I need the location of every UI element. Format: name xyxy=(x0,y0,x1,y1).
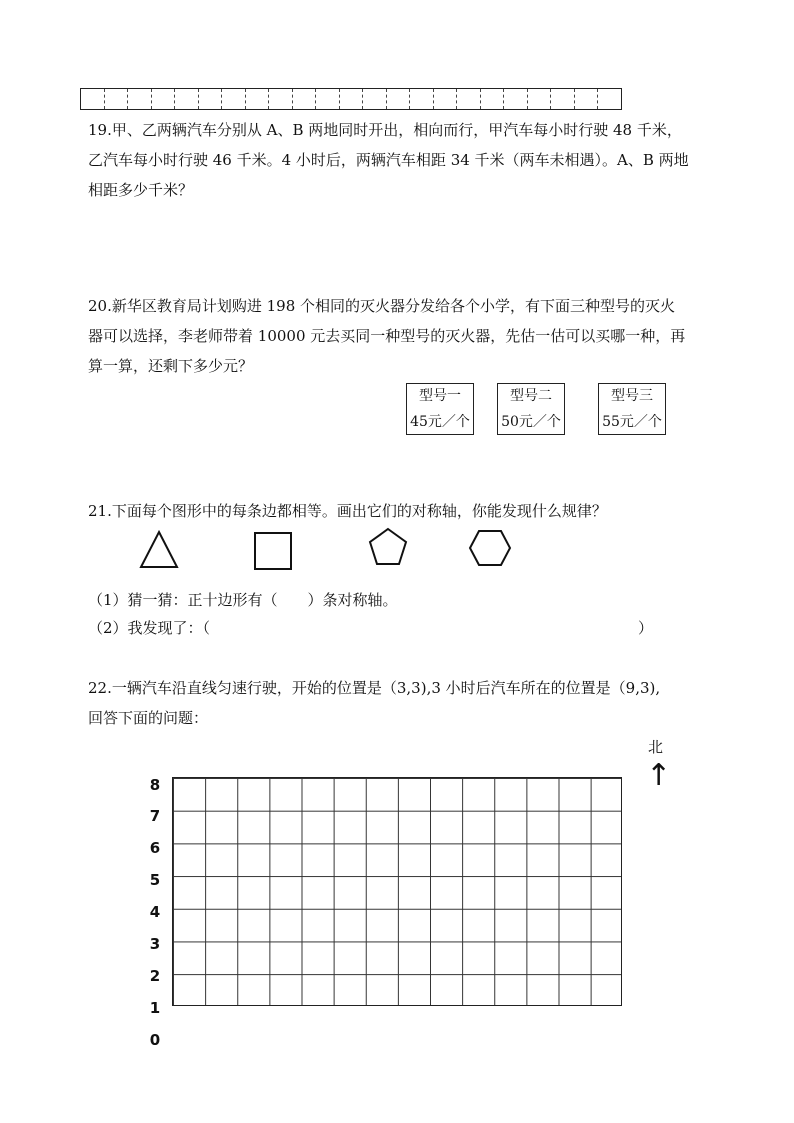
q21-sub-2-open: （2）我发现了：（ xyxy=(88,619,211,637)
hexagon-shape xyxy=(468,528,512,568)
strip-cell xyxy=(551,89,575,109)
y-axis-label: 7 xyxy=(149,807,161,825)
strip-cell xyxy=(199,89,223,109)
q21-sub-1: （1）猜一猜：正十边形有（ ）条对称轴。 xyxy=(88,591,398,609)
model-box-1 xyxy=(406,383,474,435)
strip-cell xyxy=(340,89,364,109)
y-axis-label: 6 xyxy=(149,839,161,857)
strip-cell xyxy=(363,89,387,109)
model-price: 50元／个 xyxy=(501,414,561,430)
q19-line-3: 相距多少千米？ xyxy=(88,181,194,199)
y-axis-label: 8 xyxy=(149,776,161,794)
q22-line-1: 22.一辆汽车沿直线匀速行驶，开始的位置是（3,3),3 小时后汽车所在的位置是（9,3), xyxy=(88,679,661,697)
y-axis-label: 2 xyxy=(149,967,161,985)
strip-cell xyxy=(434,89,458,109)
pentagon-shape xyxy=(366,526,410,570)
strip-cell xyxy=(316,89,340,109)
coordinate-grid xyxy=(172,777,622,1006)
q19-line-1: 19.甲、乙两辆汽车分别从 A、B 两地同时开出，相向而行，甲汽车每小时行驶 48 千米， xyxy=(88,121,682,139)
strip-cell xyxy=(293,89,317,109)
strip-cell xyxy=(481,89,505,109)
strip-cell xyxy=(105,89,129,109)
y-axis-label: 5 xyxy=(149,871,161,889)
strip-cell xyxy=(81,89,105,109)
strip-cell xyxy=(152,89,176,109)
q22-line-2: 回答下面的问题： xyxy=(88,709,209,727)
model-name: 型号一 xyxy=(419,388,461,404)
strip-cell xyxy=(246,89,270,109)
model-price: 55元／个 xyxy=(602,414,662,430)
q20-line-1: 20.新华区教育局计划购进 198 个相同的灭火器分发给各个小学，有下面三种型号的灭火 xyxy=(88,297,676,315)
q19-line-2: 乙汽车每小时行驶 46 千米。4 小时后，两辆汽车相距 34 千米（两车未相遇）。A、B 两地 xyxy=(88,151,689,169)
triangle-shape xyxy=(138,528,180,570)
model-name: 型号二 xyxy=(510,388,552,404)
north-arrow-icon: ↑ xyxy=(646,758,672,793)
model-box-2 xyxy=(497,383,565,435)
strip-cell xyxy=(457,89,481,109)
answer-strip xyxy=(80,88,622,110)
q20-line-3: 算一算，还剩下多少元？ xyxy=(88,357,254,375)
north-label: 北 xyxy=(648,738,664,756)
model-name: 型号三 xyxy=(611,388,653,404)
y-axis-label: 3 xyxy=(149,935,161,953)
model-box-3 xyxy=(598,383,666,435)
strip-cell xyxy=(504,89,528,109)
q20-line-2: 器可以选择，李老师带着 10000 元去买同一种型号的灭火器，先估一估可以买哪一种，再 xyxy=(88,327,686,345)
strip-cell xyxy=(128,89,152,109)
strip-cell xyxy=(175,89,199,109)
strip-cell xyxy=(222,89,246,109)
model-price: 45元／个 xyxy=(410,414,470,430)
y-axis-label: 1 xyxy=(149,999,161,1017)
y-axis-label: 4 xyxy=(149,903,161,921)
q21-sub-2-close: ） xyxy=(638,619,654,637)
strip-cell xyxy=(410,89,434,109)
strip-cell xyxy=(575,89,599,109)
strip-cell xyxy=(598,89,621,109)
strip-cell xyxy=(387,89,411,109)
q21-line-1: 21.下面每个图形中的每条边都相等。画出它们的对称轴，你能发现什么规律？ xyxy=(88,502,607,520)
strip-cell xyxy=(528,89,552,109)
strip-cell xyxy=(269,89,293,109)
y-axis-label: 0 xyxy=(149,1031,161,1049)
square-shape xyxy=(252,530,294,572)
